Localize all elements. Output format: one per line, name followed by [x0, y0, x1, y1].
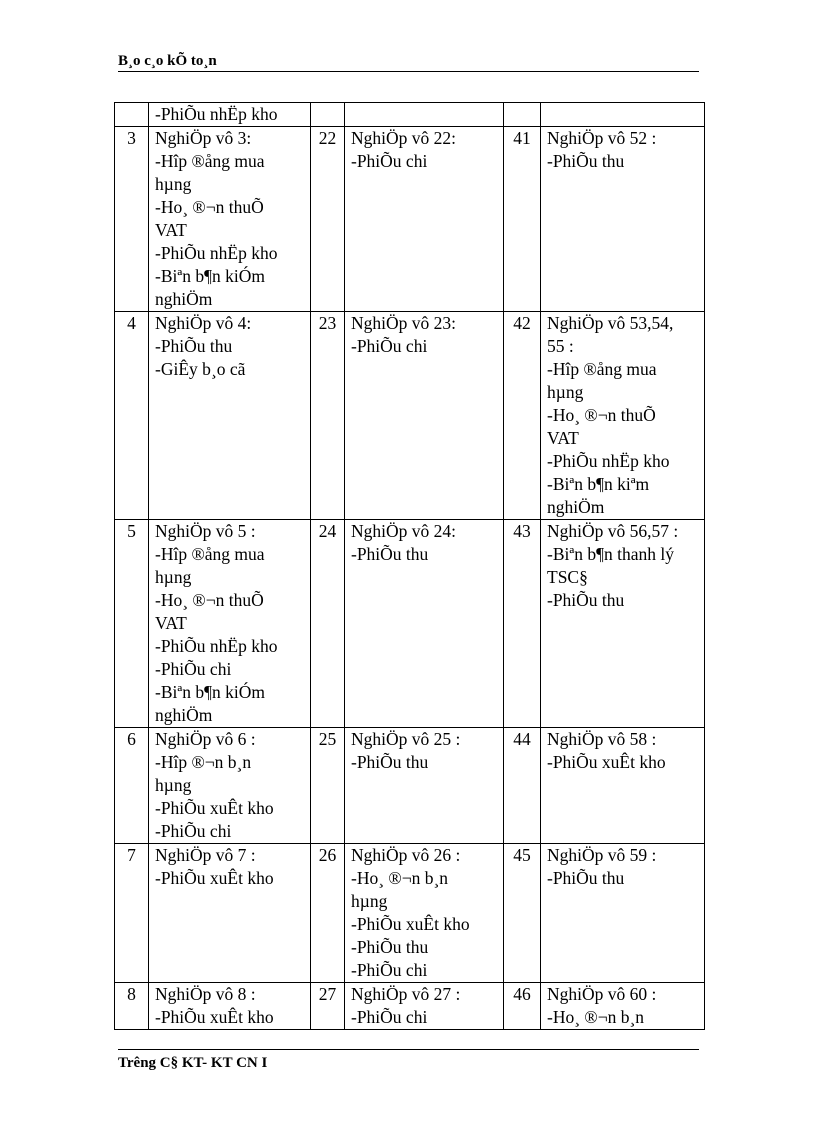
transaction-title: NghiÖp vô 53,54, — [547, 313, 674, 333]
document-line: -Ho¸ ®¬n thuÕ — [155, 590, 264, 610]
document-line: hµng — [547, 382, 584, 402]
header-divider — [118, 71, 699, 72]
document-line: -PhiÕu nhËp kho — [155, 636, 278, 656]
table-row — [115, 983, 705, 1030]
transaction-title: NghiÖp vô 7 : — [155, 845, 256, 865]
document-line: -Biªn b¶n kiªm — [547, 474, 650, 494]
transaction-title: NghiÖp vô 60 : — [547, 984, 657, 1004]
document-line: -Ho¸ ®¬n thuÕ — [547, 405, 656, 425]
document-line: -PhiÕu nhËp kho — [155, 243, 278, 263]
document-line: nghiÖm — [547, 497, 605, 517]
entry-documents-cell — [345, 312, 504, 520]
document-line: VAT — [155, 613, 187, 633]
transaction-title: NghiÖp vô 4: — [155, 313, 252, 333]
transaction-title: NghiÖp vô 24: — [351, 521, 456, 541]
entry-number-cell: 24 — [311, 520, 345, 728]
entry-documents-cell — [345, 983, 504, 1030]
document-line: hµng — [155, 567, 192, 587]
entry-number-cell — [311, 103, 345, 127]
entry-number-cell: 44 — [504, 728, 541, 844]
entry-number-cell: 45 — [504, 844, 541, 983]
entry-number-cell: 3 — [115, 127, 149, 312]
document-line: hµng — [155, 174, 192, 194]
entry-documents-cell — [149, 127, 311, 312]
entry-number-cell: 4 — [115, 312, 149, 520]
transaction-title: NghiÖp vô 6 : — [155, 729, 256, 749]
entry-number-cell: 8 — [115, 983, 149, 1030]
entry-number-cell: 6 — [115, 728, 149, 844]
document-line: -PhiÕu thu — [547, 151, 625, 171]
transaction-title: NghiÖp vô 58 : — [547, 729, 657, 749]
entry-documents-cell — [149, 312, 311, 520]
entry-documents-cell — [345, 127, 504, 312]
entry-documents-cell — [345, 844, 504, 983]
document-line: -PhiÕu chi — [155, 659, 232, 679]
transaction-title: NghiÖp vô 56,57 : — [547, 521, 679, 541]
transaction-title: NghiÖp vô 26 : — [351, 845, 461, 865]
document-line: -PhiÕu thu — [547, 590, 625, 610]
entry-number-cell: 23 — [311, 312, 345, 520]
document-line: -PhiÕu thu — [155, 336, 233, 356]
document-line: nghiÖm — [155, 289, 213, 309]
table-row — [115, 127, 705, 312]
document-line: -PhiÕu xuÊt kho — [351, 914, 470, 934]
voucher-table — [114, 102, 705, 1030]
document-line: -Ho¸ ®¬n b¸n — [547, 1007, 645, 1027]
transaction-title: NghiÖp vô 27 : — [351, 984, 461, 1004]
entry-number-cell: 26 — [311, 844, 345, 983]
document-line: -PhiÕu nhËp kho — [547, 451, 670, 471]
document-line: VAT — [155, 220, 187, 240]
table-row — [115, 520, 705, 728]
document-line: -Hîp ®ång mua — [155, 151, 265, 171]
entry-documents-cell — [345, 728, 504, 844]
entry-number-cell: 25 — [311, 728, 345, 844]
document-line: VAT — [547, 428, 579, 448]
voucher-table-body — [115, 103, 705, 1030]
entry-documents-cell — [149, 728, 311, 844]
document-line: nghiÖm — [155, 705, 213, 725]
entry-documents-cell — [149, 844, 311, 983]
entry-documents-cell — [541, 520, 705, 728]
document-line: -PhiÕu chi — [351, 960, 428, 980]
entry-documents-cell — [149, 520, 311, 728]
document-line: -PhiÕu thu — [351, 544, 429, 564]
document-line: -PhiÕu nhËp kho — [155, 104, 278, 124]
document-line: -PhiÕu xuÊt kho — [155, 798, 274, 818]
table-row — [115, 312, 705, 520]
transaction-title: NghiÖp vô 59 : — [547, 845, 657, 865]
document-line: -PhiÕu xuÊt kho — [155, 1007, 274, 1027]
entry-number-cell: 7 — [115, 844, 149, 983]
transaction-title: NghiÖp vô 52 : — [547, 128, 657, 148]
document-line: -PhiÕu chi — [155, 821, 232, 841]
document-line: -GiÊy b¸o cã — [155, 359, 246, 379]
entry-documents-cell — [541, 127, 705, 312]
document-line: -PhiÕu chi — [351, 151, 428, 171]
transaction-title: NghiÖp vô 8 : — [155, 984, 256, 1004]
table-row — [115, 728, 705, 844]
entry-documents-cell — [541, 312, 705, 520]
document-line: -PhiÕu chi — [351, 1007, 428, 1027]
entry-number-cell: 5 — [115, 520, 149, 728]
document-line: -Biªn b¶n kiÓm — [155, 682, 265, 702]
document-line: -Hîp ®¬n b¸n — [155, 752, 252, 772]
footer-divider — [118, 1049, 699, 1050]
transaction-title: NghiÖp vô 5 : — [155, 521, 256, 541]
entry-documents-cell — [149, 983, 311, 1030]
entry-documents-cell — [345, 520, 504, 728]
document-line: -PhiÕu xuÊt kho — [547, 752, 666, 772]
document-line: hµng — [351, 891, 388, 911]
document-line: -Hîp ®ång mua — [547, 359, 657, 379]
document-line: -PhiÕu thu — [351, 752, 429, 772]
entry-number-cell — [504, 103, 541, 127]
entry-number-cell: 46 — [504, 983, 541, 1030]
document-line: -PhiÕu thu — [547, 868, 625, 888]
document-line: -Ho¸ ®¬n thuÕ — [155, 197, 264, 217]
document-line: -PhiÕu xuÊt kho — [155, 868, 274, 888]
entry-number-cell: 41 — [504, 127, 541, 312]
table-row — [115, 844, 705, 983]
transaction-title: NghiÖp vô 3: — [155, 128, 252, 148]
entry-documents-cell — [541, 728, 705, 844]
entry-documents-cell — [345, 103, 504, 127]
entry-number-cell: 42 — [504, 312, 541, 520]
document-line: -Biªn b¶n thanh lý — [547, 544, 674, 564]
document-line: 55 : — [547, 336, 574, 356]
document-line: hµng — [155, 775, 192, 795]
page-footer-text: Trêng C§ KT- KT CN I — [118, 1055, 268, 1071]
document-line: -PhiÕu chi — [351, 336, 428, 356]
document-line: -Hîp ®ång mua — [155, 544, 265, 564]
entry-documents-cell — [541, 983, 705, 1030]
document-line: TSC§ — [547, 567, 588, 587]
transaction-title: NghiÖp vô 23: — [351, 313, 456, 333]
entry-documents-cell — [149, 103, 311, 127]
entry-number-cell: 22 — [311, 127, 345, 312]
transaction-title: NghiÖp vô 22: — [351, 128, 456, 148]
entry-number-cell: 43 — [504, 520, 541, 728]
document-line: -Biªn b¶n kiÓm — [155, 266, 265, 286]
document-line: -PhiÕu thu — [351, 937, 429, 957]
entry-documents-cell — [541, 844, 705, 983]
entry-number-cell — [115, 103, 149, 127]
entry-number-cell: 27 — [311, 983, 345, 1030]
entry-documents-cell — [541, 103, 705, 127]
transaction-title: NghiÖp vô 25 : — [351, 729, 461, 749]
table-row — [115, 103, 705, 127]
page-header-title: B¸o c¸o kÕ to¸n — [118, 53, 217, 69]
document-line: -Ho¸ ®¬n b¸n — [351, 868, 449, 888]
